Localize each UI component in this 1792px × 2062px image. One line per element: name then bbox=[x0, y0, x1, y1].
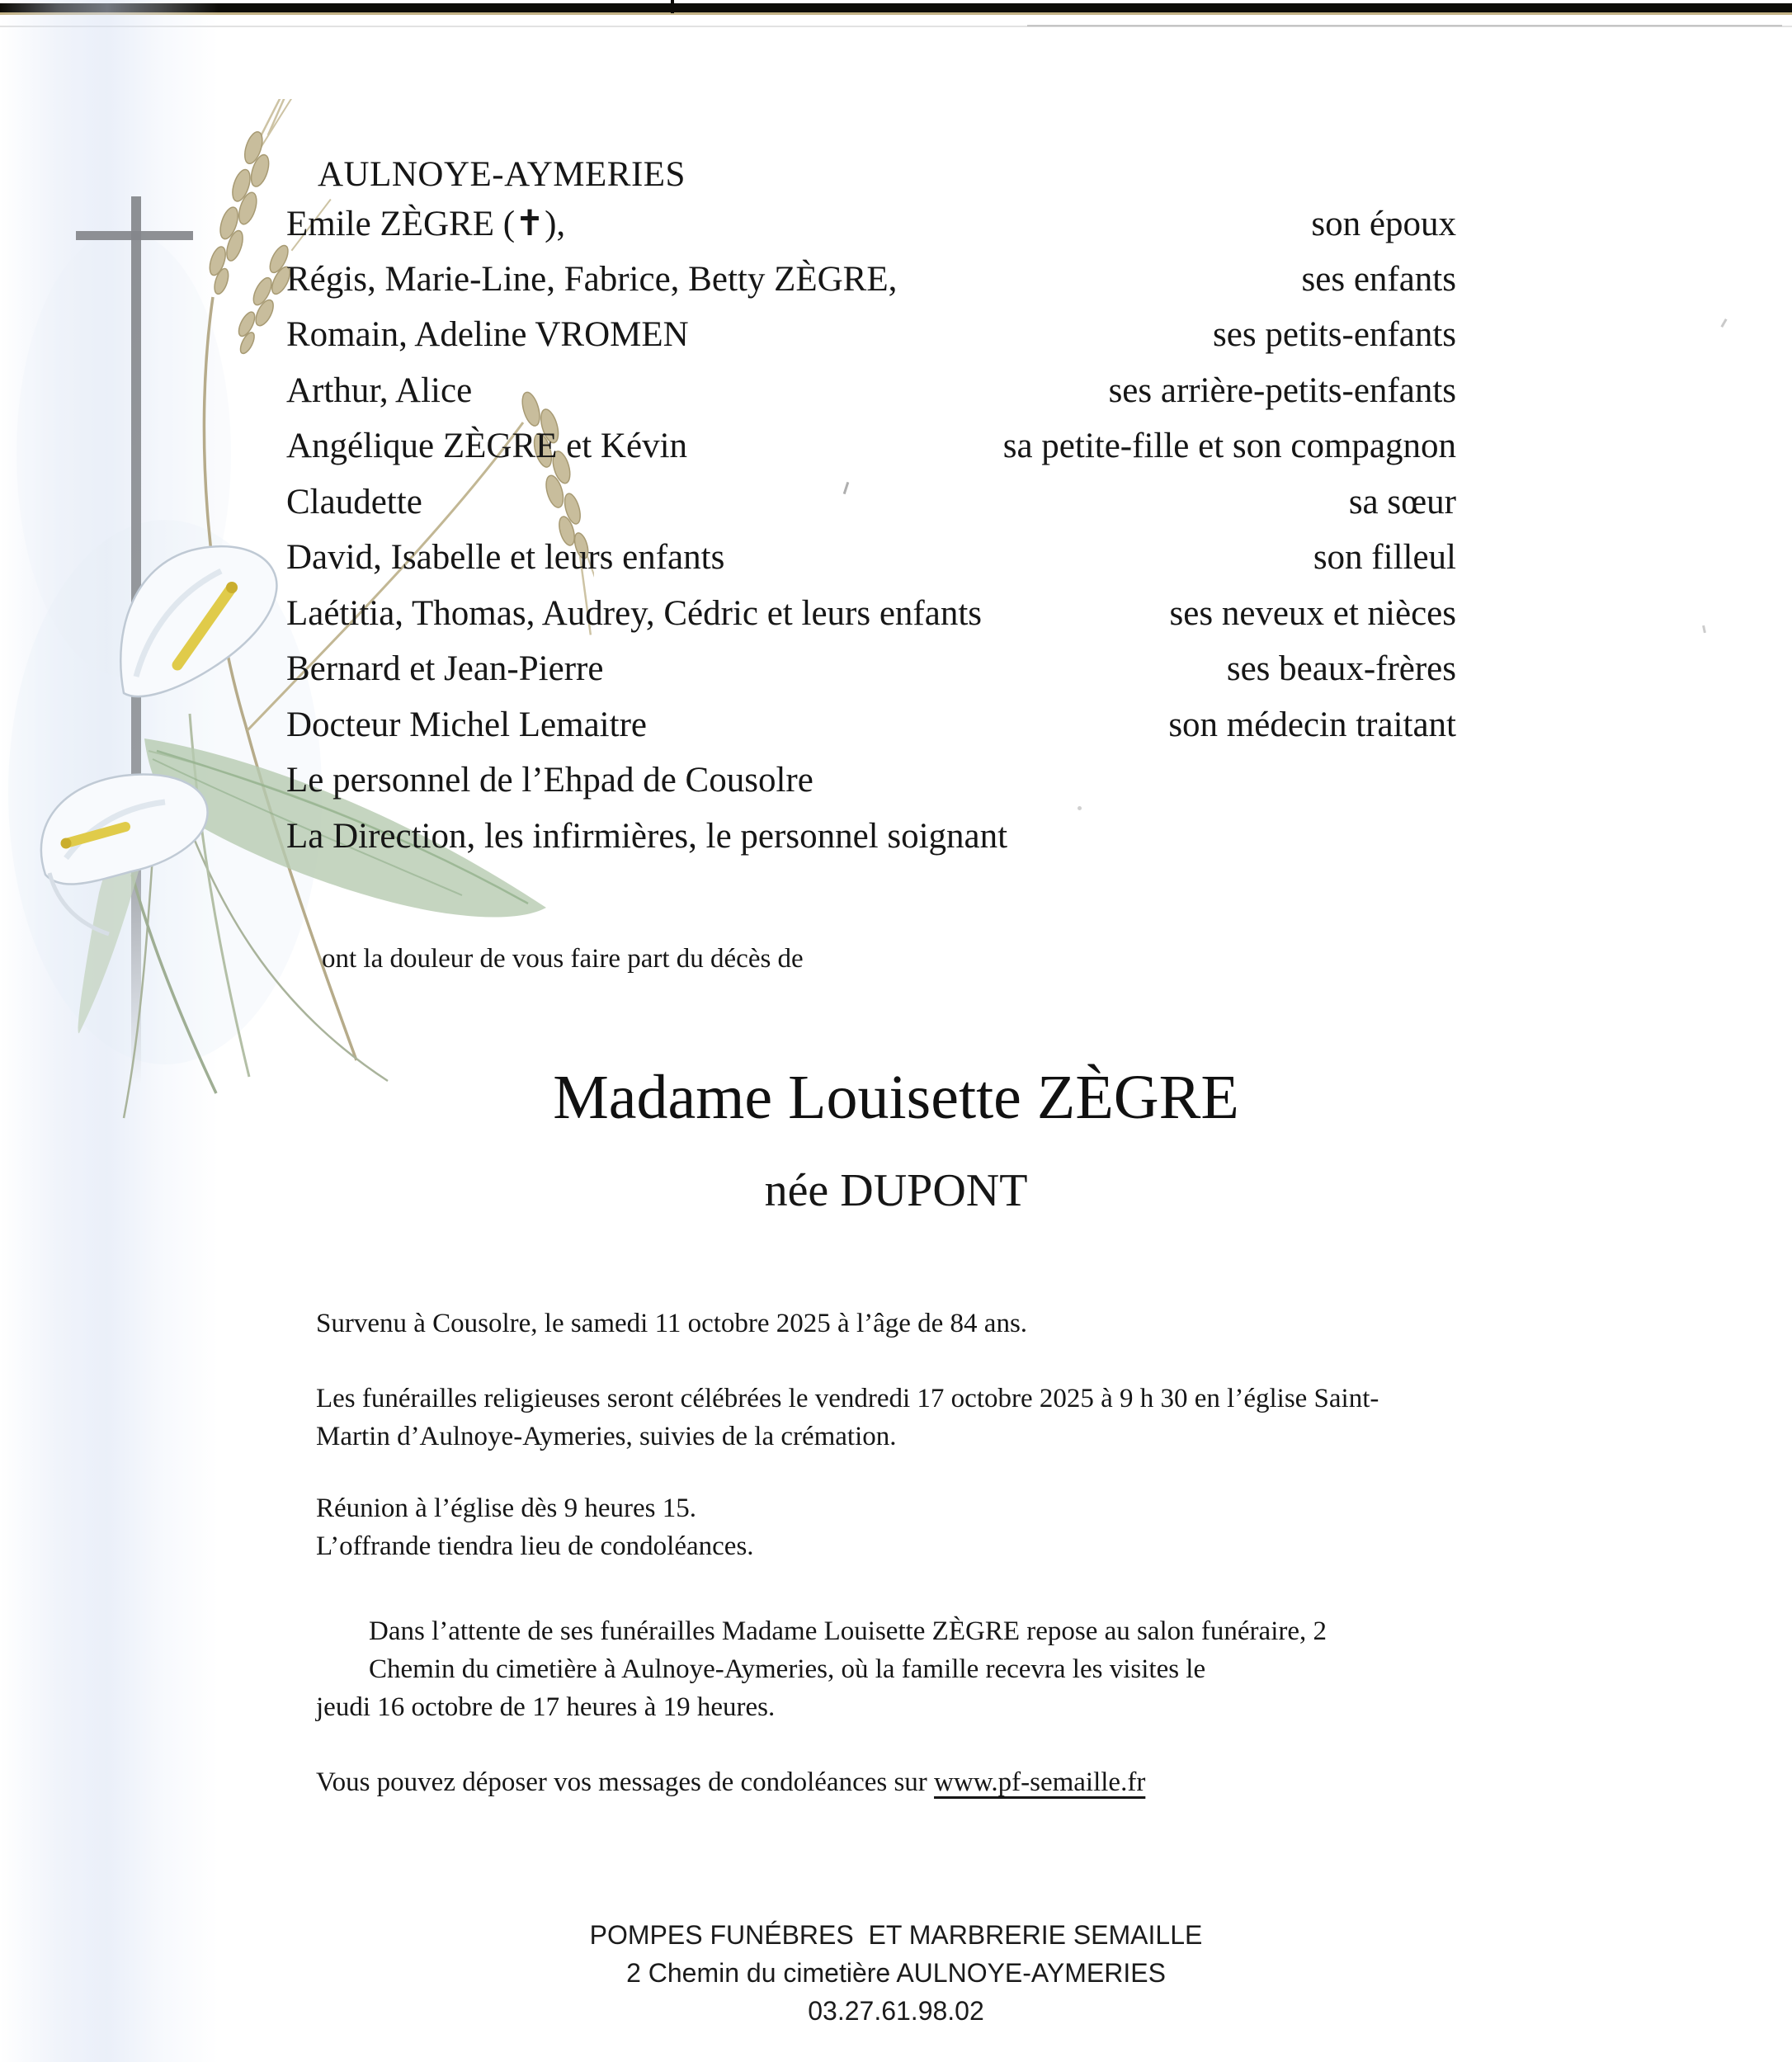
family-row bbox=[286, 259, 1456, 315]
family-row bbox=[286, 482, 1456, 538]
family-row bbox=[286, 314, 1456, 370]
funeral-home-address: 2 Chemin du cimetière AULNOYE-AYMERIES bbox=[626, 1958, 1166, 1988]
family-member: Angélique ZÈGRE et Kévin bbox=[286, 427, 688, 465]
scan-speck bbox=[1702, 625, 1706, 633]
funeral-home-name: POMPES FUNÉBRES ET MARBRERIE SEMAILLE bbox=[589, 1920, 1203, 1950]
city-heading: AULNOYE-AYMERIES bbox=[318, 155, 686, 194]
condolences-line bbox=[316, 1763, 1145, 1801]
family-list bbox=[286, 203, 1456, 871]
family-member: David, Isabelle et leurs enfants bbox=[286, 538, 725, 577]
family-member: Bernard et Jean-Pierre bbox=[286, 649, 604, 688]
deceased-name: Madame Louisette ZÈGRE bbox=[553, 1063, 1239, 1132]
family-relation: ses arrière-petits-enfants bbox=[1108, 370, 1456, 410]
family-member: Romain, Adeline VROMEN bbox=[286, 315, 689, 354]
maiden-name: née DUPONT bbox=[764, 1165, 1028, 1216]
family-relation: ses neveux et nièces bbox=[1169, 593, 1456, 633]
family-row bbox=[286, 649, 1456, 705]
scan-speck bbox=[1078, 806, 1082, 810]
family-row bbox=[286, 593, 1456, 649]
family-row bbox=[286, 426, 1456, 482]
family-row bbox=[286, 760, 1456, 816]
condolences-website-link[interactable]: www.pf-semaille.fr bbox=[934, 1767, 1146, 1797]
condolences-text: Vous pouvez déposer vos messages de condoléances sur bbox=[316, 1767, 935, 1797]
family-row bbox=[286, 370, 1456, 427]
family-relation: ses enfants bbox=[1301, 259, 1456, 299]
funeral-home-phone: 03.27.61.98.02 bbox=[808, 1996, 984, 2026]
funeral-home-footer bbox=[12, 1916, 1780, 2030]
family-member: La Direction, les infirmières, le personnel soignant bbox=[286, 816, 1008, 856]
scan-artifact-faint-line-right bbox=[1027, 25, 1782, 26]
scan-artifact-top-bar bbox=[0, 3, 1792, 12]
family-relation: son époux bbox=[1311, 205, 1456, 243]
scan-artifact-tan-line bbox=[0, 12, 1792, 15]
family-relation: ses petits-enfants bbox=[1213, 315, 1456, 354]
family-member: Laétitia, Thomas, Audrey, Cédric et leurs enfants bbox=[286, 593, 983, 633]
family-relation: sa sœur bbox=[1348, 482, 1456, 521]
family-row bbox=[286, 816, 1456, 872]
scan-artifact-tick bbox=[671, 0, 674, 13]
family-relation: son filleul bbox=[1313, 538, 1456, 577]
family-member: Le personnel de l’Ehpad de Cousolre bbox=[286, 761, 813, 800]
family-row bbox=[286, 537, 1456, 593]
family-member: Emile ZÈGRE (✝), bbox=[286, 205, 566, 243]
funeral-details: Les funérailles religieuses seront célébrées le vendredi 17 octobre 2025 à 9 h 30 en l’église Saint- Martin d’Aulnoye-Aymeries, suivies de la crémation. bbox=[316, 1384, 1379, 1451]
family-member: Claudette bbox=[286, 482, 422, 521]
family-row bbox=[286, 705, 1456, 761]
scan-speck bbox=[1720, 319, 1727, 328]
family-relation: son médecin traitant bbox=[1168, 705, 1456, 744]
announcement-intro: ont la douleur de vous faire part du décès de bbox=[322, 944, 804, 974]
family-member: Docteur Michel Lemaitre bbox=[286, 705, 647, 744]
family-row bbox=[286, 203, 1456, 259]
death-notice: Survenu à Cousolre, le samedi 11 octobre 2025 à l’âge de 84 ans. bbox=[316, 1309, 1028, 1338]
visitation-details: Dans l’attente de ses funérailles Madame Louisette ZÈGRE repose au salon funéraire, 2 Chemin du cimetière à Aulnoye-Aymeries, où la famille recevra les visites le jeudi 16 octobre de 17 heures à 19 heures. bbox=[316, 1616, 1327, 1722]
family-relation: sa petite-fille et son compagnon bbox=[1002, 427, 1456, 465]
family-member: Régis, Marie-Line, Fabrice, Betty ZÈGRE, bbox=[286, 259, 898, 299]
family-member: Arthur, Alice bbox=[286, 370, 473, 410]
meeting-details: Réunion à l’église dès 9 heures 15. L’offrande tiendra lieu de condoléances. bbox=[316, 1493, 754, 1561]
family-relation: ses beaux-frères bbox=[1226, 649, 1456, 688]
